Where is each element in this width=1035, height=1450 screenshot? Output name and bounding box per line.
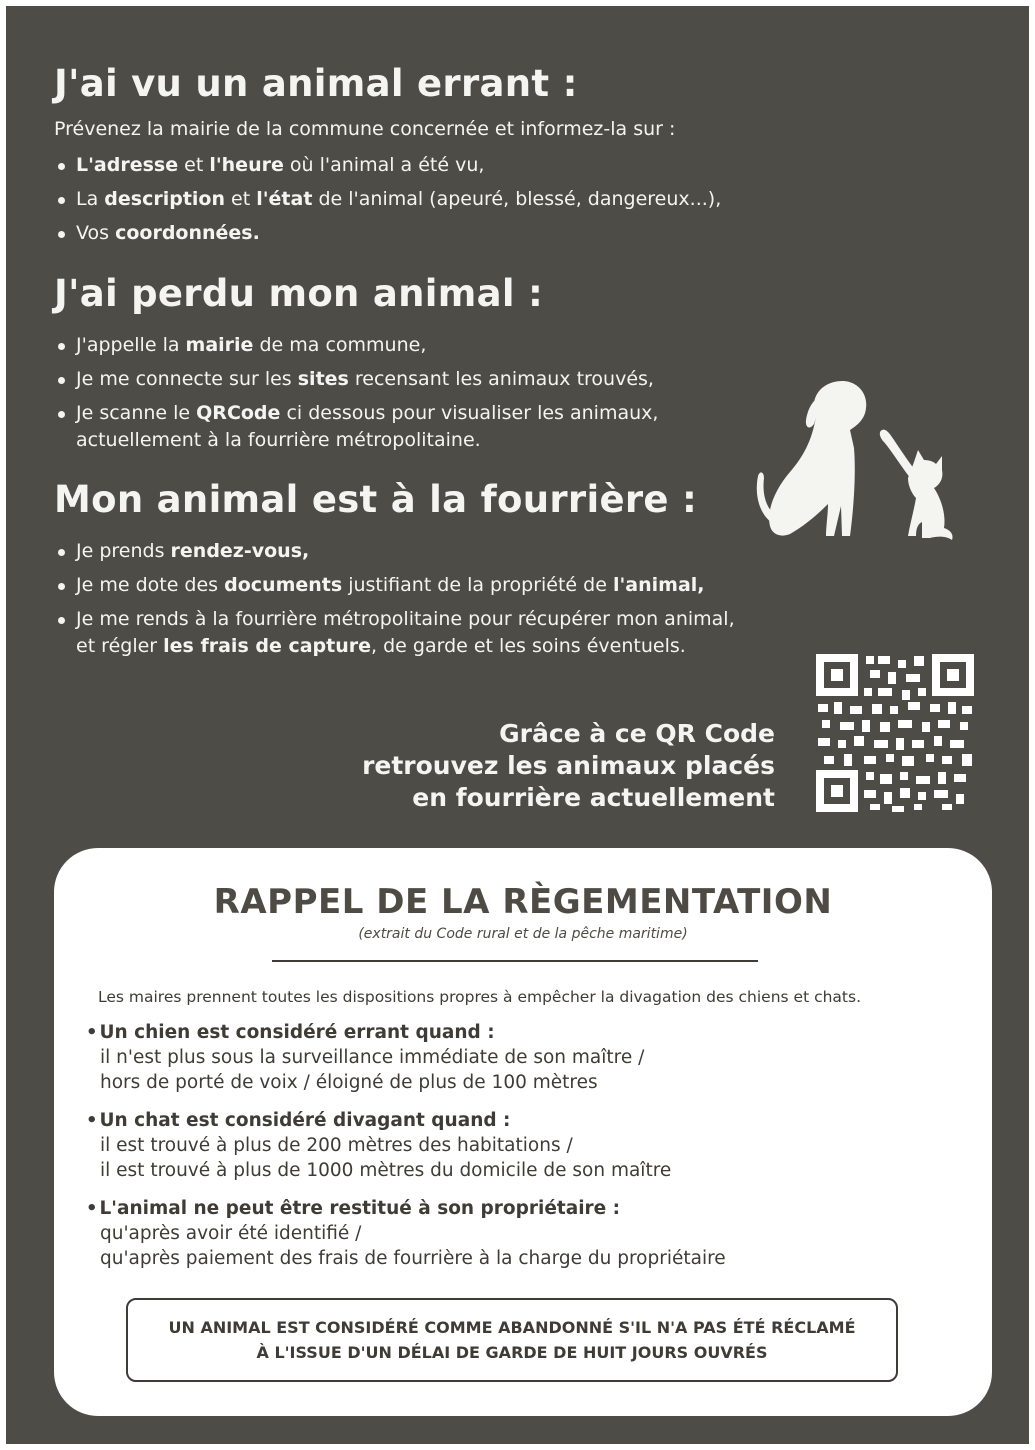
qr-caption: Grâce à ce QR Code retrouvez les animaux placés en fourrière actuellement	[362, 719, 775, 812]
section-found-title: J'ai vu un animal errant :	[54, 62, 578, 105]
section-found-list	[54, 148, 721, 250]
regulation-subtitle: (extrait du Code rural et de la pêche maritime)	[358, 926, 688, 942]
divider	[272, 960, 758, 962]
list-item: J'appelle la mairie de ma commune,	[54, 328, 658, 362]
qr-code-icon[interactable]	[814, 652, 976, 814]
list-item: Je prends rendez-vous,	[54, 534, 735, 568]
rule-return: • L'animal ne peut être restitué à son propriétaire : qu'après avoir été identifié / qu'après paiement des frais de fourrière à la charge du propriétaire	[86, 1198, 726, 1269]
section-pound-title: Mon animal est à la fourrière :	[54, 478, 698, 521]
list-item: La description et l'état de l'animal (apeuré, blessé, dangereux...),	[54, 182, 721, 216]
list-item: Je me connecte sur les sites recensant les animaux trouvés,	[54, 362, 658, 396]
rule-cat: • Un chat est considéré divagant quand : il est trouvé à plus de 200 mètres des habitations / il est trouvé à plus de 1000 mètres du domicile de son maître	[86, 1110, 672, 1181]
regulation-title: RAPPEL DE LA RÈGEMENTATION	[213, 882, 833, 922]
section-lost-list	[54, 328, 658, 454]
section-found-intro: Prévenez la mairie de la commune concernée et informez-la sur :	[54, 118, 676, 140]
regulation-card	[54, 848, 992, 1416]
rule-dog: • Un chien est considéré errant quand : il n'est plus sous la surveillance immédiate de son maître / hors de porté de voix / éloigné de plus de 100 mètres	[86, 1022, 645, 1093]
dog-and-cat-silhouette-icon	[746, 376, 956, 551]
abandonment-notice: UN ANIMAL EST CONSIDÉRÉ COMME ABANDONNÉ S'IL N'A PAS ÉTÉ RÉCLAMÉ À L'ISSUE D'UN DÉLAI DE GARDE DE HUIT JOURS OUVRÉS	[126, 1298, 898, 1382]
list-item: Je scanne le QRCode ci dessous pour visualiser les animaux, actuellement à la fourrière métropolitaine.	[54, 396, 658, 454]
list-item: Je me dote des documents justifiant de la propriété de l'animal,	[54, 568, 735, 602]
section-pound-list	[54, 534, 735, 660]
list-item: L'adresse et l'heure où l'animal a été vu,	[54, 148, 721, 182]
list-item: Vos coordonnées.	[54, 216, 721, 250]
regulation-intro: Les maires prennent toutes les dispositions propres à empêcher la divagation des chiens et chats.	[98, 988, 861, 1006]
list-item: Je me rends à la fourrière métropolitaine pour récupérer mon animal, et régler les frais de capture, de garde et les soins éventuels.	[54, 602, 735, 660]
flyer-page	[6, 6, 1029, 1444]
section-lost-title: J'ai perdu mon animal :	[54, 272, 544, 315]
